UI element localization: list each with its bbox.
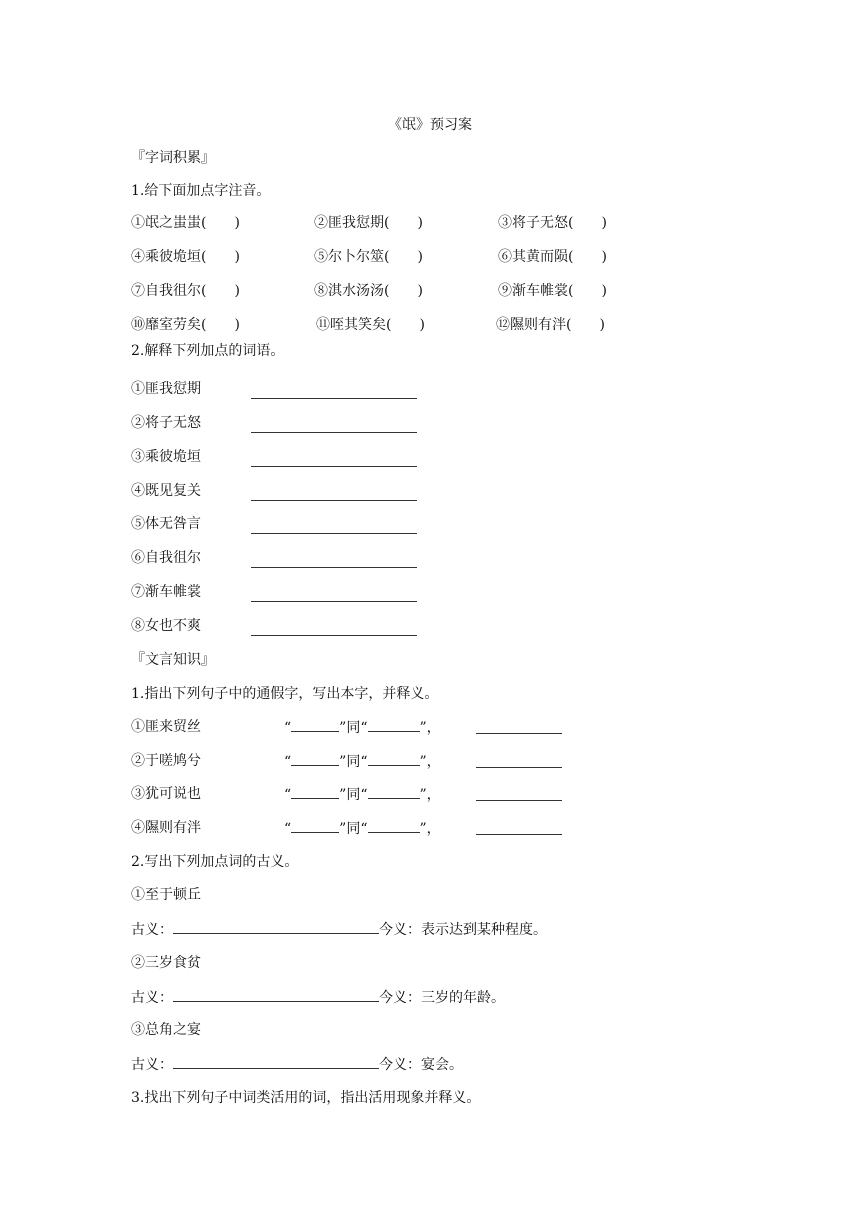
quote-open: “	[284, 754, 292, 770]
pinyin-item: ⑫隰则有泮( )	[496, 317, 605, 333]
question-3-instruction: 1.指出下列句子中的通假字，写出本字，并释义。	[131, 686, 439, 702]
explain-item: ①匪我愆期	[131, 381, 201, 397]
guyi-phrase: ②三岁食贫	[131, 955, 201, 971]
tongjia-blank-row	[284, 717, 441, 738]
page-title: 《氓》预习案	[388, 117, 472, 133]
pinyin-item: ①氓之蚩蚩( )	[131, 215, 240, 231]
tongjia-blank-row	[284, 751, 441, 772]
guyi-phrase: ①至于顿丘	[131, 887, 201, 903]
question-2-instruction: 2.解释下列加点的词语。	[131, 343, 285, 359]
blank-tongjia[interactable]	[291, 751, 339, 766]
quote-open: “	[284, 720, 292, 736]
guyi-blank[interactable]	[173, 1054, 379, 1069]
tongjia-blank-row	[284, 784, 441, 805]
guyi-row	[131, 987, 505, 1008]
answer-line[interactable]	[251, 432, 417, 433]
answer-line[interactable]	[251, 567, 417, 568]
question-5-instruction: 3.找出下列句子中词类活用的词，指出活用现象并释义。	[131, 1090, 481, 1106]
blank-benzi[interactable]	[368, 717, 420, 732]
answer-line[interactable]	[251, 398, 417, 399]
explain-item: ⑧女也不爽	[131, 618, 201, 634]
explain-item: ③乘彼垝垣	[131, 449, 201, 465]
guyi-row	[131, 919, 547, 940]
tongjia-item: ②于嗟鸠兮	[131, 753, 201, 769]
blank-tongjia[interactable]	[291, 784, 339, 799]
blank-benzi[interactable]	[368, 784, 420, 799]
blank-benzi[interactable]	[368, 751, 420, 766]
jinyi-text: 今义：三岁的年龄。	[379, 990, 505, 1006]
answer-line[interactable]	[251, 500, 417, 501]
quote-close: ”，	[419, 821, 441, 837]
jinyi-text: 今义：宴会。	[379, 1057, 463, 1073]
quote-mid: ”同“	[339, 754, 368, 770]
explain-item: ⑦渐车帷裳	[131, 584, 201, 600]
pinyin-item: ②匪我愆期( )	[314, 215, 423, 231]
pinyin-item: ③将子无怒( )	[498, 215, 607, 231]
pinyin-item: ④乘彼垝垣( )	[131, 249, 240, 265]
blank-meaning[interactable]	[476, 834, 562, 835]
explain-item: ⑥自我徂尔	[131, 550, 201, 566]
section-heading-classical: 『文言知识』	[131, 652, 215, 668]
quote-mid: ”同“	[339, 720, 368, 736]
guyi-label: 古义：	[131, 922, 173, 938]
answer-line[interactable]	[251, 466, 417, 467]
answer-line[interactable]	[251, 533, 417, 534]
guyi-blank[interactable]	[173, 919, 379, 934]
blank-meaning[interactable]	[476, 767, 562, 768]
tongjia-blank-row	[284, 818, 441, 839]
quote-close: ”，	[419, 720, 441, 736]
guyi-row	[131, 1054, 463, 1075]
pinyin-item: ⑥其黄而陨( )	[498, 249, 607, 265]
pinyin-item: ⑧淇水汤汤( )	[314, 283, 423, 299]
answer-line[interactable]	[251, 601, 417, 602]
blank-tongjia[interactable]	[291, 818, 339, 833]
section-heading-vocabulary: 『字词积累』	[131, 150, 215, 166]
explain-item: ④既见复关	[131, 483, 201, 499]
blank-benzi[interactable]	[368, 818, 420, 833]
tongjia-item: ④隰则有泮	[131, 820, 201, 836]
quote-close: ”，	[419, 787, 441, 803]
pinyin-item: ⑨渐车帷裳( )	[498, 283, 607, 299]
guyi-label: 古义：	[131, 990, 173, 1006]
explain-item: ⑤体无咎言	[131, 516, 201, 532]
question-4-instruction: 2.写出下列加点词的古义。	[131, 854, 299, 870]
tongjia-item: ③犹可说也	[131, 786, 201, 802]
answer-line[interactable]	[251, 635, 417, 636]
jinyi-text: 今义：表示达到某种程度。	[379, 922, 547, 938]
pinyin-item: ⑦自我徂尔( )	[131, 283, 240, 299]
quote-open: “	[284, 787, 292, 803]
pinyin-item: ⑪咥其笑矣( )	[316, 317, 425, 333]
blank-tongjia[interactable]	[291, 717, 339, 732]
quote-mid: ”同“	[339, 821, 368, 837]
quote-close: ”，	[419, 754, 441, 770]
blank-meaning[interactable]	[476, 733, 562, 734]
guyi-label: 古义：	[131, 1057, 173, 1073]
pinyin-item: ⑤尔卜尔筮( )	[314, 249, 423, 265]
guyi-blank[interactable]	[173, 987, 379, 1002]
quote-mid: ”同“	[339, 787, 368, 803]
pinyin-item: ⑩靡室劳矣( )	[131, 317, 240, 333]
explain-item: ②将子无怒	[131, 415, 201, 431]
question-1-instruction: 1.给下面加点字注音。	[131, 183, 271, 199]
blank-meaning[interactable]	[476, 800, 562, 801]
quote-open: “	[284, 821, 292, 837]
tongjia-item: ①匪来贸丝	[131, 719, 201, 735]
guyi-phrase: ③总角之宴	[131, 1022, 201, 1038]
